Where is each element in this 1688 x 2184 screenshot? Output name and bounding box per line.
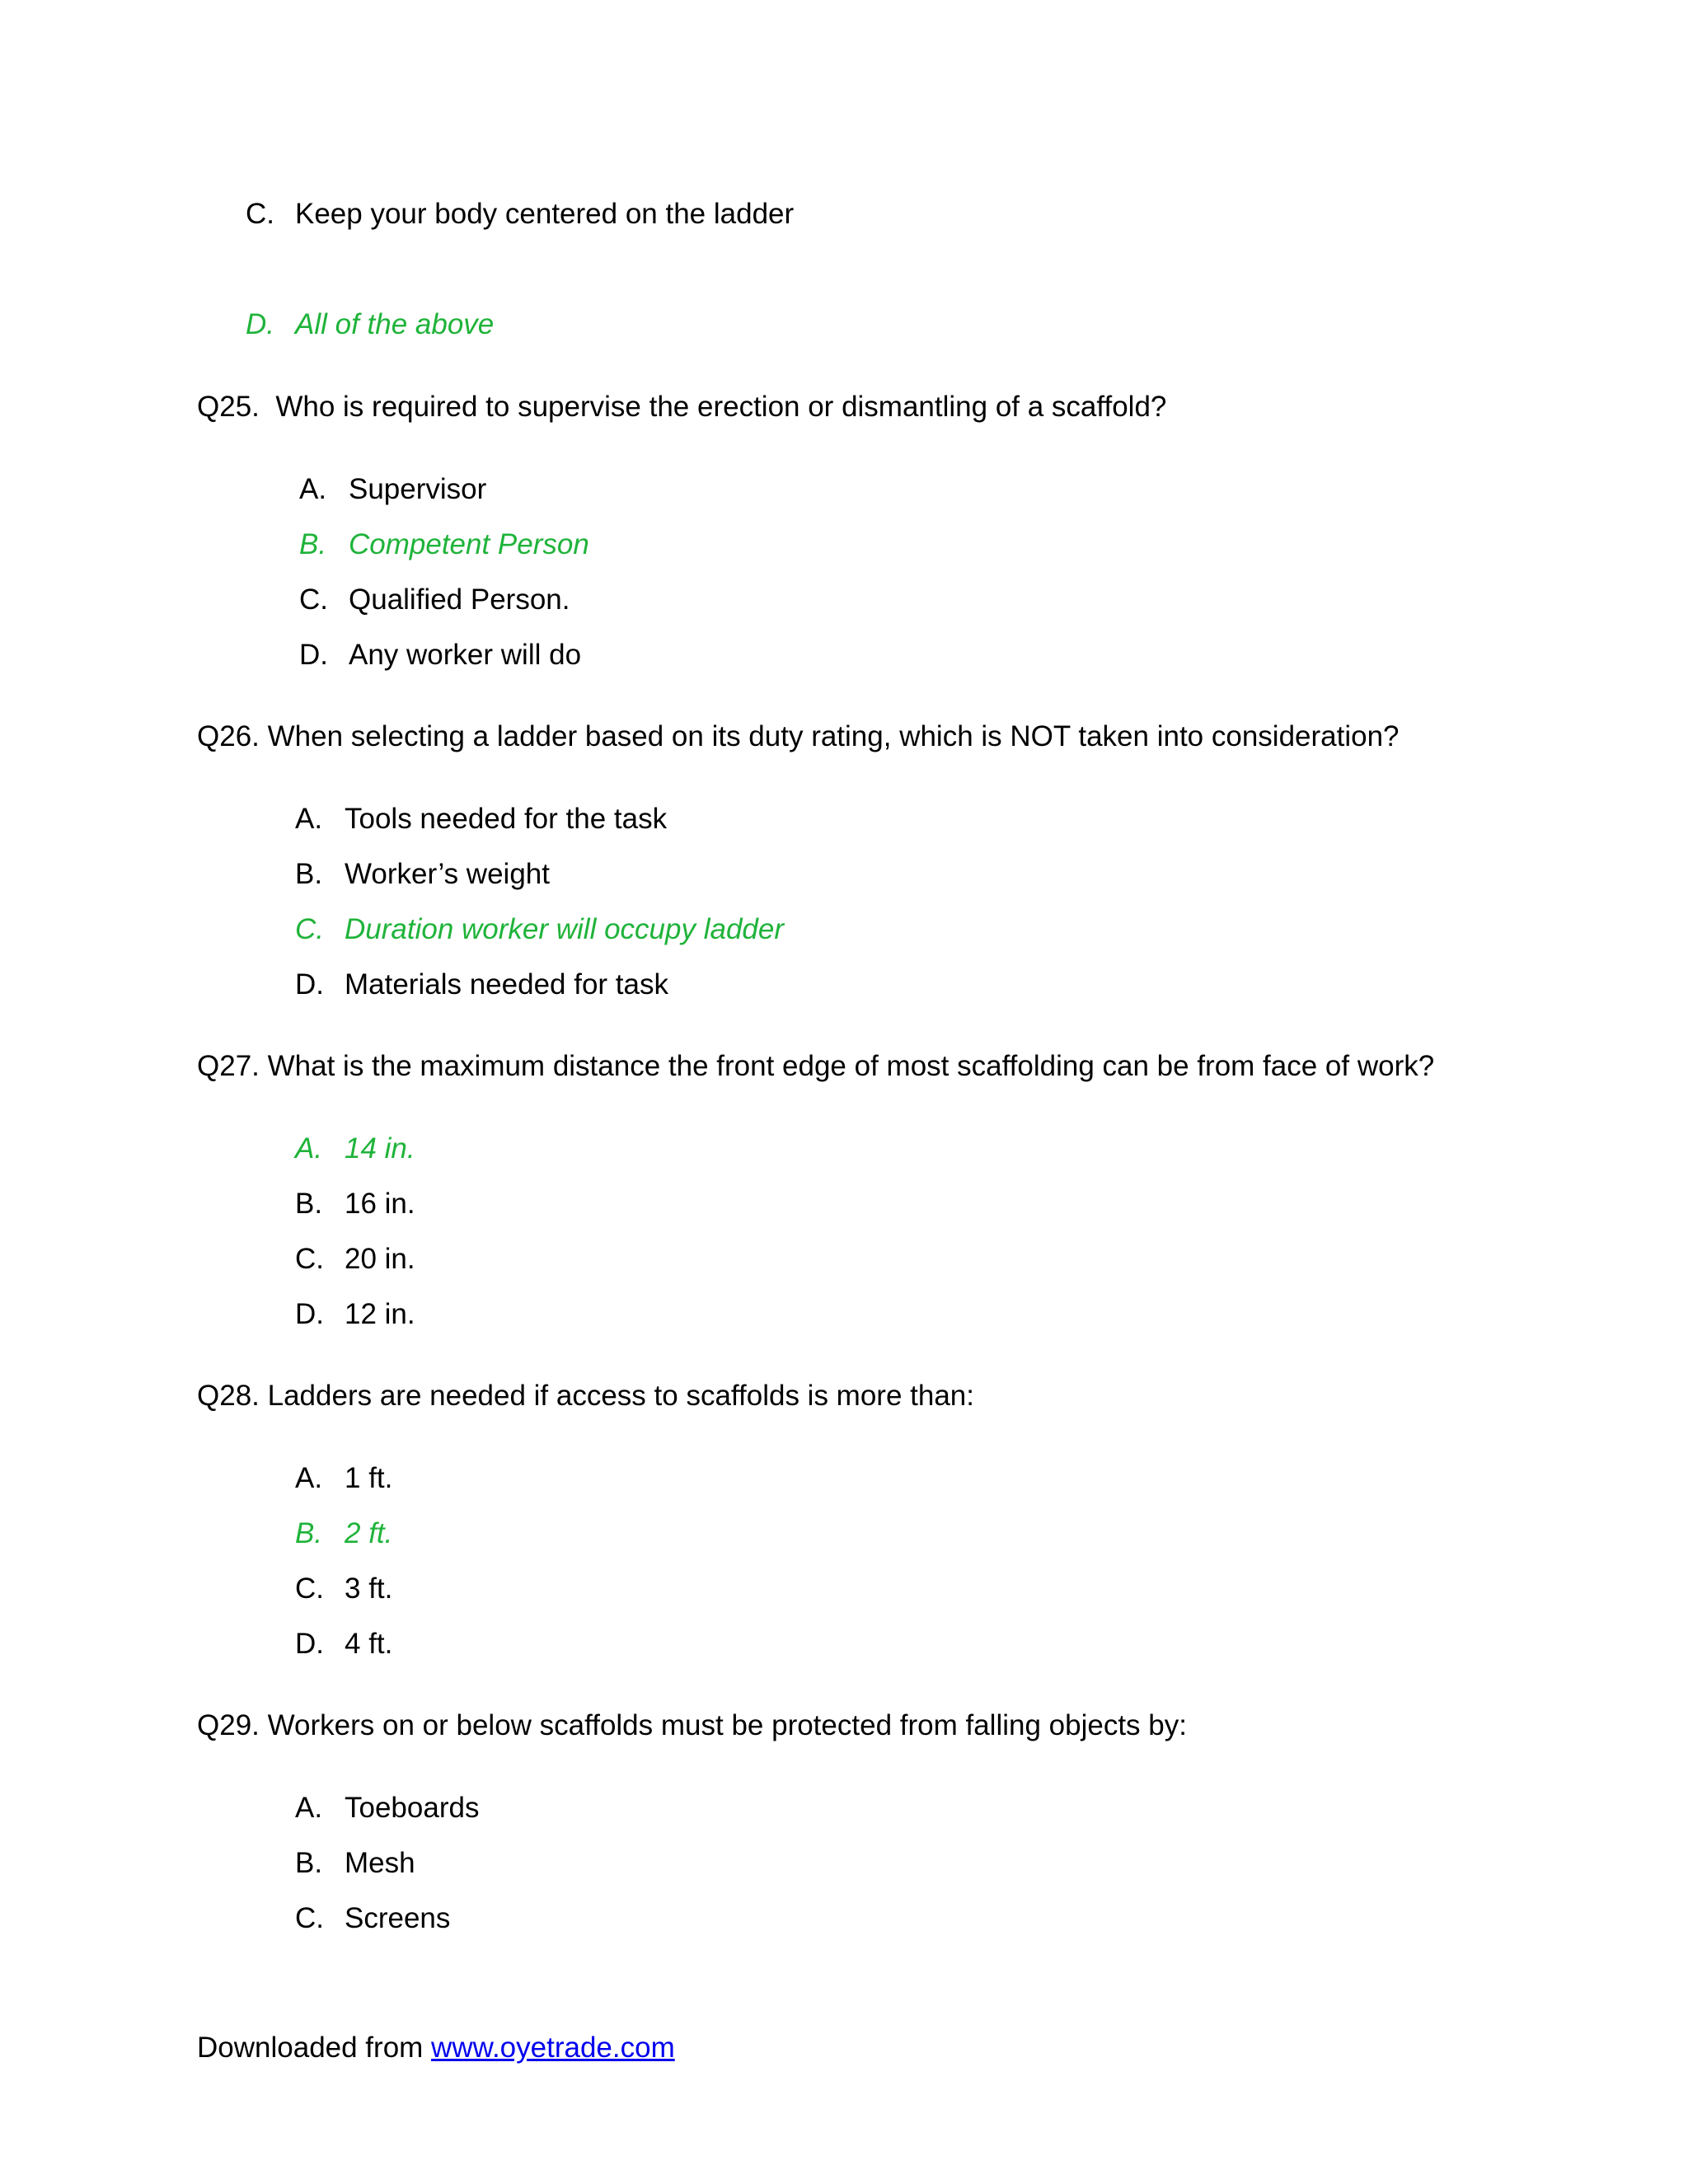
option-q25-b-correct (299, 527, 589, 563)
option-letter: C. (295, 1572, 324, 1605)
footer-link[interactable]: www.oyetrade.com (431, 2032, 675, 2064)
option-q25-a (299, 471, 486, 508)
footer-prefix: Downloaded from (197, 2032, 432, 2064)
option-text: Mesh (345, 1847, 415, 1879)
option-text: Tools needed for the task (345, 803, 668, 835)
question-number: Q25. (197, 391, 260, 423)
question-q25 (197, 389, 1166, 425)
option-text: 16 in. (345, 1188, 415, 1220)
option-text: 1 ft. (345, 1462, 393, 1494)
option-prev-c (246, 196, 794, 232)
question-q26 (197, 719, 1400, 755)
option-text: Competent Person (349, 528, 589, 560)
question-q27 (197, 1048, 1434, 1085)
option-q25-d (299, 637, 581, 673)
option-letter: D. (295, 1298, 324, 1330)
option-q25-c (299, 582, 570, 618)
option-text: 3 ft. (345, 1572, 393, 1605)
question-text: Ladders are needed if access to scaffolds is more than: (267, 1380, 974, 1412)
option-letter: A. (299, 473, 327, 505)
option-q28-c (295, 1571, 392, 1607)
question-number: Q27. (197, 1050, 260, 1082)
option-text: 4 ft. (345, 1628, 393, 1660)
option-text: Supervisor (349, 473, 487, 505)
option-letter: B. (295, 858, 323, 890)
option-q29-c (295, 1900, 450, 1937)
option-letter: D. (246, 308, 274, 340)
option-text: Worker’s weight (345, 858, 550, 890)
option-letter: A. (295, 1462, 323, 1494)
option-text: 20 in. (345, 1243, 415, 1275)
option-text: Any worker will do (349, 639, 582, 671)
option-letter: B. (295, 1517, 323, 1549)
question-number: Q28. (197, 1380, 260, 1412)
question-number: Q29. (197, 1709, 260, 1741)
option-text: Keep your body centered on the ladder (295, 198, 795, 230)
option-letter: B. (295, 1188, 323, 1220)
option-q27-c (295, 1241, 415, 1277)
option-q29-b (295, 1845, 415, 1882)
option-letter: D. (295, 1628, 324, 1660)
option-text: All of the above (295, 308, 495, 340)
option-text: Screens (345, 1902, 451, 1934)
option-letter: C. (295, 1902, 324, 1934)
option-q26-a (295, 801, 667, 837)
question-number: Q26. (197, 720, 260, 752)
option-q28-b-correct (295, 1516, 392, 1552)
option-q27-b (295, 1186, 415, 1222)
option-text: 12 in. (345, 1298, 415, 1330)
option-q29-a (295, 1790, 479, 1826)
option-q26-c-correct (295, 912, 784, 948)
question-text: Workers on or below scaffolds must be protected from falling objects by: (267, 1709, 1187, 1741)
option-letter: B. (295, 1847, 323, 1879)
option-letter: D. (295, 968, 324, 1001)
option-q28-a (295, 1460, 392, 1497)
option-q28-d (295, 1626, 392, 1662)
option-text: Toeboards (345, 1792, 480, 1824)
option-q27-a-correct (295, 1131, 415, 1167)
option-text: Duration worker will occupy ladder (345, 913, 784, 945)
option-letter: C. (295, 913, 324, 945)
option-text: 14 in. (345, 1132, 415, 1165)
question-text: What is the maximum distance the front edge of most scaffolding can be from face of work? (267, 1050, 1435, 1082)
option-prev-d-correct (246, 307, 494, 343)
option-text: 2 ft. (345, 1517, 393, 1549)
question-text: When selecting a ladder based on its duty rating, which is NOT taken into consideration? (267, 720, 1400, 752)
footer (197, 2030, 675, 2066)
option-letter: A. (295, 1792, 323, 1824)
option-letter: B. (299, 528, 327, 560)
option-letter: C. (295, 1243, 324, 1275)
option-q26-d (295, 967, 668, 1003)
option-letter: D. (299, 639, 328, 671)
question-q28 (197, 1378, 974, 1414)
option-letter: C. (246, 198, 274, 230)
option-letter: A. (295, 803, 323, 835)
option-letter: C. (299, 583, 328, 616)
option-q27-d (295, 1296, 415, 1333)
option-q26-b (295, 856, 550, 893)
option-text: Materials needed for task (345, 968, 668, 1001)
option-letter: A. (295, 1132, 323, 1165)
question-q29 (197, 1708, 1187, 1744)
option-text: Qualified Person. (349, 583, 570, 616)
question-text: Who is required to supervise the erection or dismantling of a scaffold? (275, 391, 1167, 423)
